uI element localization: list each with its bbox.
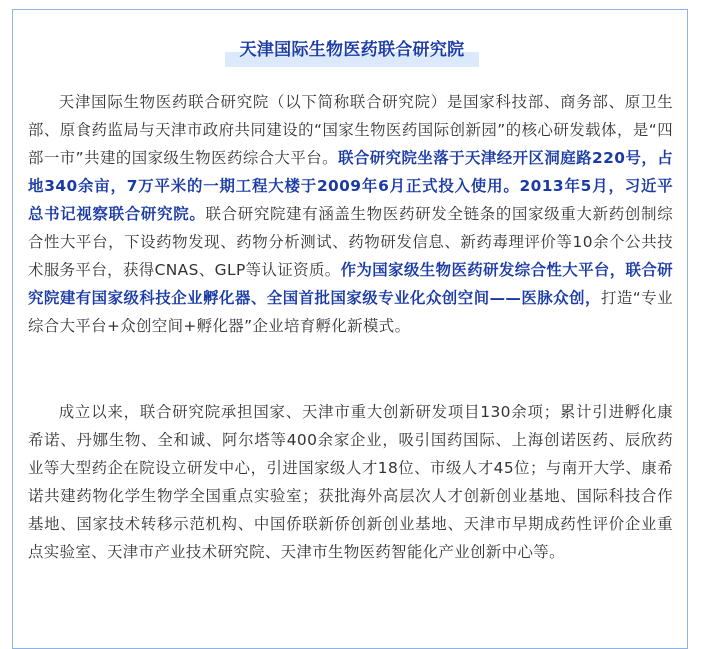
intro-location-highlight: 联合研究院坐落于天津经开区洞庭路220号，占地340余亩，7万平米的一期工程大楼于2009年6月正式投入使用。2013年5月，习近平总书记视察联合研究院。	[28, 149, 673, 223]
intro-text: 天津国际生物医药联合研究院（以下简称联合研究院）是国家科技部、商务部、原卫生部、原食药监局与天津市政府共同建设的“国家生物医药国际创新园”的核心研发载体，是“四部一市”共建的国家级生物医药综合大平台。	[28, 93, 673, 167]
intro-platform-text: 联合研究院建有涵盖生物医药研发全链条的国家级重大新药创制综合性大平台，下设药物发现、药物分析测试、药物研发信息、新药毒理评价等10余个公共技术服务平台，获得CNAS、GLP等认证资质。	[28, 205, 673, 279]
page-title: 天津国际生物医药联合研究院	[239, 40, 465, 60]
paragraph-achievements: 成立以来，联合研究院承担国家、天津市重大创新研发项目130余项；累计引进孵化康希诺、丹娜生物、全和诚、阿尔塔等400余家企业，吸引国药国际、上海创诺医药、辰欣药业等大型药企在院设立研发中心，引进国家级人才18位、市级人才45位；与南开大学、康希诺共建药物化学生物学全国重点实验室；获批海外高层次人才创新创业基地、国际科技合作基地、国家技术转移示范机构、中国侨联新侨创新创业基地、天津市早期成药性评价企业重点实验室、天津市产业技术研究院、天津市生物医药智能化产业创新中心等。	[28, 403, 673, 561]
title-block	[225, 33, 479, 67]
intro-model-text: 打造“专业综合大平台+众创空间+孵化器”企业培育孵化新模式。	[28, 289, 673, 335]
paragraph-intro	[28, 88, 673, 340]
intro-incubator-highlight: 作为国家级生物医药研发综合性大平台，联合研究院建有国家级科技企业孵化器、全国首批国家级专业化众创空间——医脉众创，	[28, 261, 673, 307]
